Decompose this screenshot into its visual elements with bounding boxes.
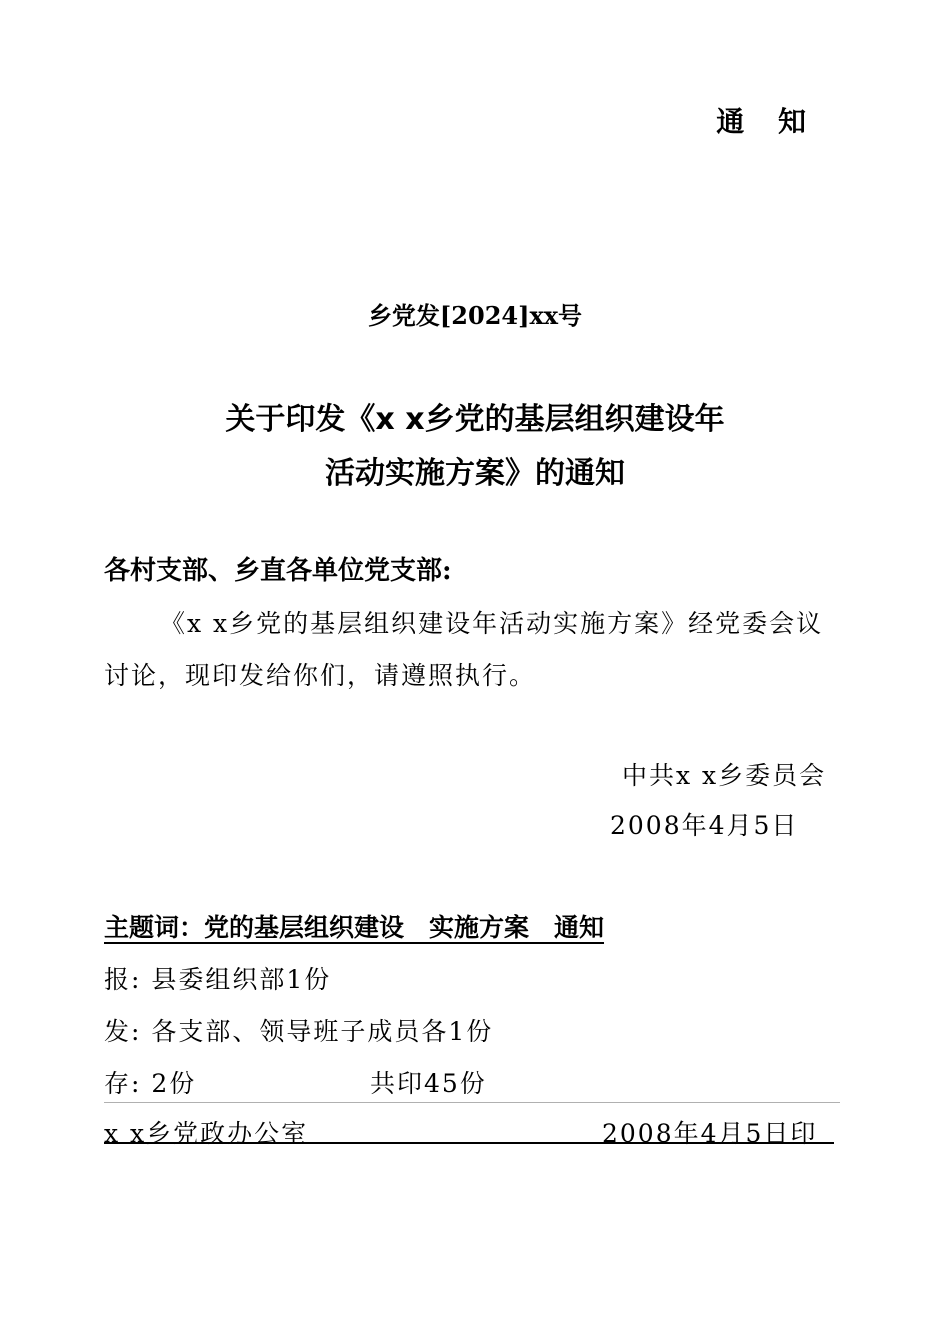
document-number: 乡党发[2024]xx号 (367, 301, 583, 330)
body-paragraph: 《x x乡党的基层组织建设年活动实施方案》经党委会议讨论，现印发给你们，请遵照执行。 (104, 609, 824, 690)
document-title-line-1: 关于印发《x x乡党的基层组织建设年 (225, 402, 725, 437)
distribution-send: 发: 各支部、领导班子成员各1份 (104, 1017, 494, 1046)
distribution-store: 存: 2份 (104, 1069, 197, 1098)
issuing-office: x x乡党政办公室 (104, 1119, 309, 1148)
subject-keywords: 主题词：党的基层组织建设 实施方案 通知 (104, 913, 605, 942)
header-title: 通 知 (716, 105, 818, 138)
footer-divider-thin (104, 1102, 840, 1103)
signature-date: 2008年4月5日 (610, 811, 799, 840)
distribution-report: 报: 县委组织部1份 (104, 965, 332, 994)
document-title-line-2: 活动实施方案》的通知 (325, 456, 625, 491)
footer-divider-thick (104, 1142, 834, 1144)
print-date: 2008年4月5日印 (602, 1119, 818, 1148)
total-copies: 共印45份 (370, 1069, 487, 1098)
signature-organization: 中共x x乡委员会 (622, 761, 827, 790)
addressee: 各村支部、乡直各单位党支部: (104, 556, 452, 586)
